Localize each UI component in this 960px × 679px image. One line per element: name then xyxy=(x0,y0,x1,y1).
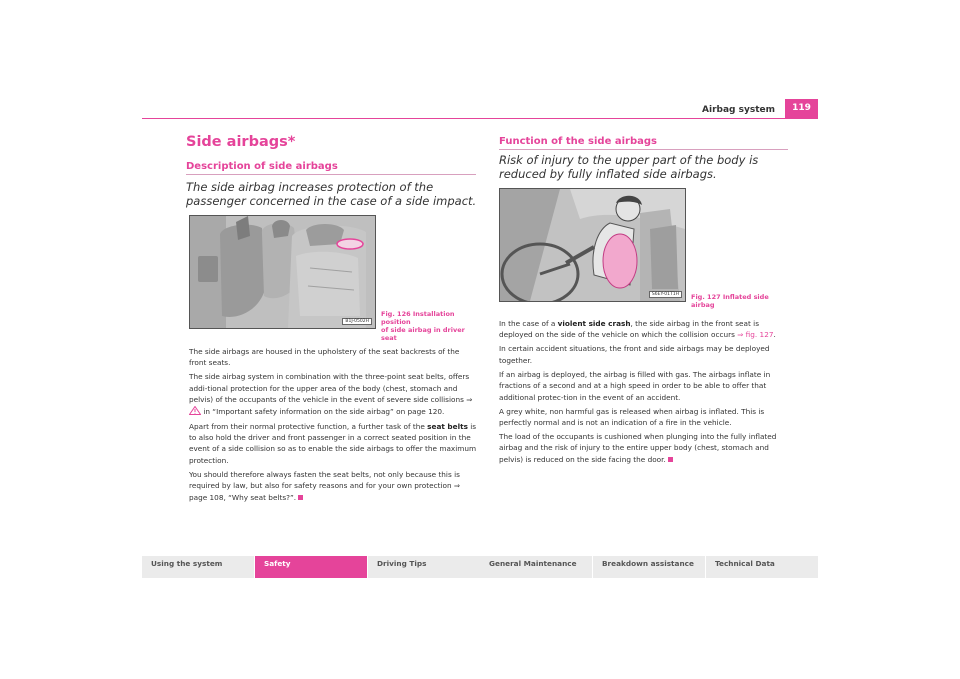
tab-driving-tips[interactable]: Driving Tips xyxy=(368,556,480,578)
paragraph-text: . xyxy=(773,330,776,340)
paragraph-text: The load of the occupants is cushioned when plunging into the fully inflated airbag and the risk of injury to the entire upper body (chest, stomach and pelvis) is reduced on the side facing the door. xyxy=(499,432,777,464)
tab-using-the-system[interactable]: Using the system xyxy=(142,556,254,578)
paragraph-text: , the side airbag in the front seat is deployed on the side of the vehicle on which the collision occurs xyxy=(499,319,760,340)
paragraph xyxy=(499,431,789,465)
violent-side-crash-term: violent side crash xyxy=(557,319,631,328)
paragraph: A grey white, non harmful gas is released when airbag is inflated. This is perfectly normal and is not an indication of a fire in the vehicle. xyxy=(499,406,765,428)
paragraph: If an airbag is deployed, the airbag is filled with gas. The airbags inflate in fractions of a second and at a high speed in order to be able to offer that additional protec-tion in the event of an accident. xyxy=(499,369,771,402)
paragraph xyxy=(189,371,479,418)
subsection-rule xyxy=(186,174,476,175)
header-rule xyxy=(142,118,818,119)
important-safety-reference: in “Important safety information on the side airbag” on page 120. xyxy=(203,406,445,416)
figure-126-caption xyxy=(381,310,479,342)
paragraph-text: You should therefore always fasten the seat belts, not only because this is required by law, but also for safety reasons and for your own protection ⇒ page 108, “Why seat belts?”. xyxy=(189,469,460,502)
subsection-rule xyxy=(499,149,788,150)
figure-127-inflated-airbag xyxy=(499,188,686,302)
subsection-title-description: Description of side airbags xyxy=(186,161,338,172)
description-body xyxy=(189,346,479,506)
page-number: 119 xyxy=(785,99,818,118)
paragraph xyxy=(189,469,479,503)
paragraph-text: Apart from their normal protective function, a further task of the xyxy=(189,421,425,431)
figure-126-caption-line-1: Fig. 126 Installation position xyxy=(381,310,455,326)
figure-code: S6EY-01T1H xyxy=(649,291,682,298)
intro-function: Risk of injury to the upper part of the body is reduced by fully inflated side airbags. xyxy=(499,153,759,181)
end-of-section-marker xyxy=(668,457,673,462)
figure-127-link[interactable]: ⇒ fig. 127 xyxy=(737,330,774,340)
paragraph: In certain accident situations, the front and side airbags may be deployed together. xyxy=(499,344,770,365)
warning-triangle-icon[interactable] xyxy=(189,406,201,418)
paragraph xyxy=(189,421,479,467)
airbag-illustration xyxy=(500,189,685,301)
paragraph-text: is to also hold the driver and front passenger in a correct seated position in the event of a side collision so as to enable the side airbags to offer the maximum protection. xyxy=(189,421,477,465)
tab-technical-data[interactable]: Technical Data xyxy=(706,556,818,578)
figure-127-caption: Fig. 127 Inflated side airbag xyxy=(691,293,769,309)
end-of-section-marker xyxy=(298,495,303,500)
paragraph: The side airbags are housed in the upholstery of the seat backrests of the front seats. xyxy=(189,347,460,368)
tab-general-maintenance[interactable]: General Maintenance xyxy=(480,556,592,578)
intro-description: The side airbag increases protection of the passenger concerned in the case of a side impact. xyxy=(186,180,477,208)
subsection-title-function: Function of the side airbags xyxy=(499,136,657,147)
function-body xyxy=(499,318,789,468)
seat-illustration xyxy=(190,216,375,328)
tab-breakdown-assistance[interactable]: Breakdown assistance xyxy=(593,556,705,578)
arrow-icon: ⇒ xyxy=(466,395,473,405)
paragraph-text: The side airbag system in combination with the three-point seat belts, offers addi-tional protection for the upper area of the body (chest, stomach and pelvis) of the occupants of the vehicle in the event of severe side collisions xyxy=(189,372,470,405)
figure-code: B1J-0502H xyxy=(342,318,372,325)
paragraph-text: In the case of a xyxy=(499,319,556,328)
paragraph xyxy=(499,318,789,341)
figure-126-caption-line-2: of side airbag in driver seat xyxy=(381,326,465,342)
section-title: Side airbags* xyxy=(186,134,296,150)
figure-126-seat xyxy=(189,215,376,329)
tab-safety[interactable]: Safety xyxy=(255,556,367,578)
seat-belts-term: seat belts xyxy=(427,421,468,431)
running-header-title: Airbag system xyxy=(702,105,775,115)
